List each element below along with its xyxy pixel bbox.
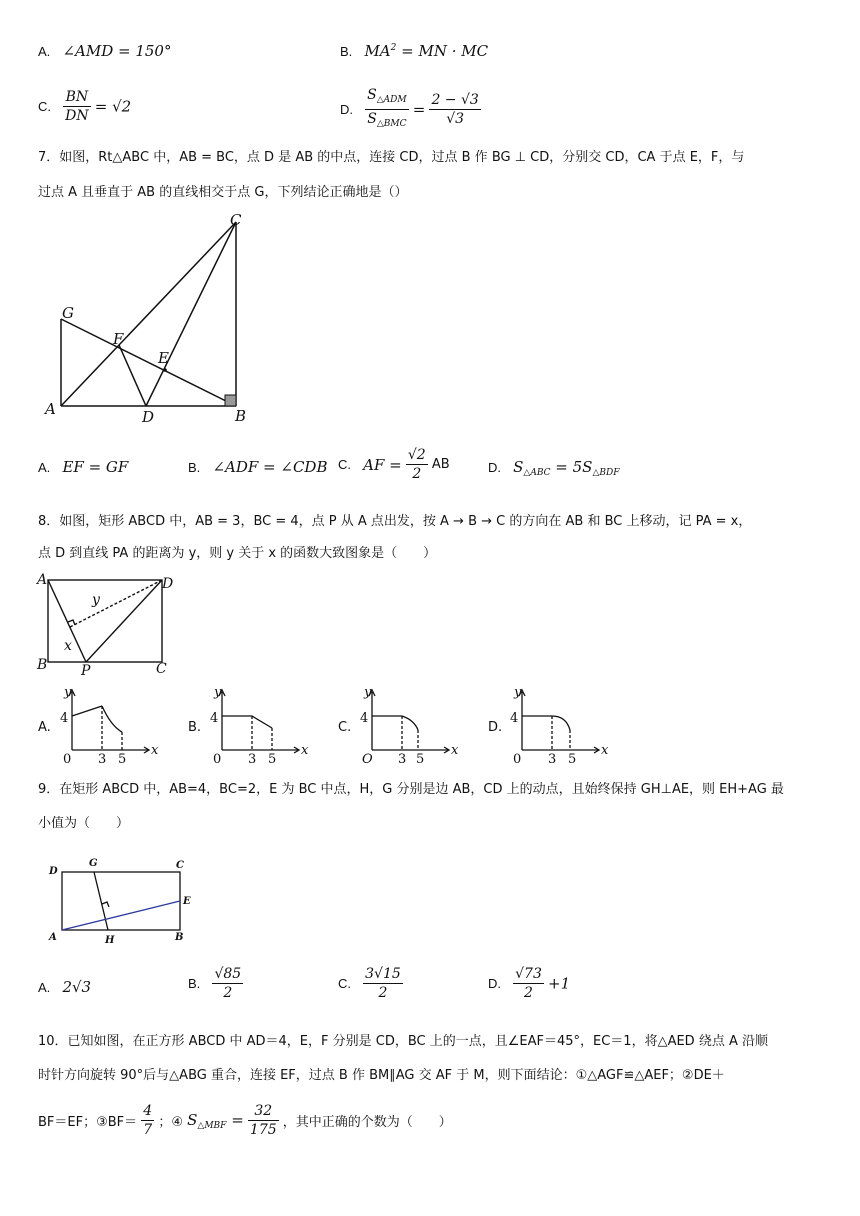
fraction-denominator: DN	[65, 108, 89, 124]
label-e: E	[158, 349, 169, 367]
label-c: C	[230, 211, 242, 229]
q6-option-c	[38, 88, 131, 125]
s-sub: △BMC	[376, 119, 407, 129]
q6-option-d	[340, 86, 481, 133]
label-4: 4	[360, 711, 369, 726]
fraction-denominator: 2	[412, 466, 422, 482]
q9-option-d	[488, 965, 570, 1002]
fraction-numerator: 3√15	[365, 966, 401, 982]
q8-graph-c	[356, 684, 476, 764]
option-letter: B.	[340, 44, 353, 59]
option-letter: A.	[38, 460, 51, 475]
label-3: 3	[248, 752, 257, 764]
s-sub: △ADM	[376, 95, 407, 105]
equals-sign: =	[412, 100, 426, 119]
option-letter: D.	[488, 460, 501, 475]
q9-text-line2: 小值为（ ）	[38, 816, 130, 831]
q8-graph-b	[206, 684, 326, 764]
q10-line3-part-a: BF＝EF；③BF＝	[38, 1115, 138, 1130]
option-lhs: AF =	[363, 455, 402, 474]
label-y: y	[364, 685, 372, 700]
label-x: x	[64, 638, 72, 654]
q8-option-b-letter: B.	[188, 720, 202, 735]
segment-ac	[61, 222, 236, 406]
q7-option-d	[488, 458, 619, 478]
option-rhs: +1	[548, 974, 571, 993]
q8-text-line1: 8．如图，矩形 ABCD 中，AB = 3，BC = 4，点 P 从 A 点出发，按 A → B → C 的方向在 AB 和 BC 上移动，记 PA = x，	[38, 514, 752, 529]
option-letter: A.	[38, 44, 51, 59]
label-0: 0	[513, 752, 522, 764]
option-letter: B.	[188, 460, 201, 475]
segment-ae	[62, 901, 180, 930]
fraction-denominator: 2	[378, 985, 388, 1001]
fraction-denominator: 7	[143, 1122, 153, 1138]
label-3: 3	[98, 752, 107, 764]
q7-option-a	[38, 458, 128, 476]
q7-option-c	[338, 446, 450, 483]
label-origin-o: O	[362, 752, 373, 764]
s-sub: △ABC	[523, 468, 551, 478]
graph-curve-falling	[102, 706, 122, 732]
option-letter: C.	[38, 99, 51, 114]
label-a: A	[49, 932, 57, 943]
segment-dc	[146, 222, 236, 406]
label-g: G	[89, 858, 98, 869]
label-x: x	[451, 743, 459, 758]
label-x: x	[301, 743, 309, 758]
option-rhs: = √2	[94, 97, 132, 116]
s-sub: △BDF	[592, 468, 620, 478]
label-a: A	[45, 400, 56, 418]
option-letter: C.	[338, 976, 351, 991]
label-4: 4	[210, 711, 219, 726]
fraction-numerator: BN	[63, 88, 90, 107]
q8-graph-a	[56, 684, 176, 764]
label-c: C	[156, 661, 167, 677]
q9-option-b	[188, 965, 243, 1002]
label-4: 4	[510, 711, 519, 726]
q8-option-a-letter: A.	[38, 720, 51, 735]
fraction-numerator: √2	[407, 447, 426, 463]
option-text: EF = GF	[62, 458, 129, 476]
option-letter: C.	[338, 457, 351, 472]
q8-option-d-letter: D.	[488, 720, 503, 735]
fraction-numerator: √73	[515, 966, 542, 982]
label-a: A	[37, 572, 48, 588]
label-d: D	[162, 576, 174, 592]
fraction-numerator: 2 − √3	[431, 92, 479, 108]
equals-sign: =	[226, 1110, 244, 1129]
rectangle-abcd	[62, 872, 180, 930]
right-angle-mark	[102, 902, 109, 907]
q10-line3-part-c: ，其中正确的个数为（ ）	[282, 1115, 452, 1130]
option-letter: D.	[488, 976, 501, 991]
label-p: P	[81, 663, 91, 677]
q10-text-line3	[38, 1102, 452, 1139]
label-5: 5	[268, 752, 277, 764]
fraction-denominator: 2	[524, 985, 533, 1001]
label-y: y	[214, 685, 222, 700]
q10-line3-part-b: ；④	[158, 1115, 183, 1130]
label-0: 0	[213, 752, 222, 764]
right-angle-mark	[225, 395, 236, 406]
label-f: F	[113, 330, 124, 348]
label-5: 5	[416, 752, 425, 764]
q8-text-line2: 点 D 到直线 PA 的距离为 y，则 y 关于 x 的函数大致图象是（ ）	[38, 546, 437, 561]
q6-option-a	[38, 42, 171, 60]
option-text: ∠ADF = ∠CDB	[212, 458, 328, 476]
option-lhs: MA	[364, 42, 391, 60]
label-0: 0	[63, 752, 72, 764]
label-4: 4	[60, 711, 69, 726]
s-main: S	[187, 1110, 198, 1129]
graph-curve-falling	[552, 716, 570, 730]
label-x: x	[151, 743, 159, 758]
fraction-denominator: √3	[446, 111, 465, 127]
label-y: y	[514, 685, 522, 700]
q9-option-c	[338, 965, 403, 1002]
fraction-denominator: 2	[223, 985, 233, 1001]
label-d: D	[49, 866, 58, 877]
label-g: G	[62, 304, 74, 322]
option-rhs: = MN · MC	[396, 42, 489, 60]
q6-option-b	[340, 42, 488, 60]
q8-graph-d	[506, 684, 626, 764]
q9-figure	[44, 854, 204, 949]
label-3: 3	[548, 752, 557, 764]
option-letter: B.	[188, 976, 201, 991]
graph-curve-falling	[402, 716, 418, 730]
label-3: 3	[398, 752, 407, 764]
q7-figure	[40, 208, 260, 433]
label-b: B	[37, 657, 48, 673]
s-main: S	[367, 111, 377, 127]
option-letter: D.	[340, 102, 353, 117]
s-main: S	[367, 87, 377, 103]
label-x: x	[601, 743, 609, 758]
graph-segment-rising	[72, 706, 102, 716]
s-sub: △MBF	[197, 1120, 227, 1131]
segment-dy	[70, 580, 162, 627]
option-letter: A.	[38, 980, 51, 995]
q8-option-c-letter: C.	[338, 720, 352, 735]
label-5: 5	[568, 752, 577, 764]
fraction-numerator: √85	[214, 966, 242, 982]
label-b: B	[175, 932, 184, 943]
q7-text-line2: 过点 A 且垂直于 AB 的直线相交于点 G，下列结论正确地是（）	[38, 185, 408, 200]
q10-text-line2: 时针方向旋转 90°后与△ABG 重合，连接 EF，过点 B 作 BM∥AG 交 AF 于 M，则下面结论：①△AGF≌△AEF；②DE＋	[38, 1068, 725, 1083]
fraction-numerator: 32	[248, 1102, 279, 1121]
graph-polyline	[222, 716, 272, 728]
label-c: C	[176, 860, 184, 871]
fraction-numerator: 4	[143, 1103, 153, 1119]
q10-text-line1: 10．已知如图，在正方形 ABCD 中 AD＝4，E，F 分别是 CD，BC 上的一点，且∠EAF＝45°，EC＝1，将△AED 绕点 A 沿顺	[38, 1034, 768, 1049]
point-e	[163, 368, 167, 372]
label-y: y	[92, 592, 100, 608]
label-y: y	[64, 685, 72, 700]
fraction-denominator: 175	[249, 1122, 277, 1138]
q9-text-line1: 9．在矩形 ABCD 中，AB=4，BC=2，E 为 BC 中点，H，G 分别是边 AB，CD 上的动点，且始终保持 GH⊥AE，则 EH+AG 最	[38, 782, 784, 797]
segment-gb	[61, 319, 236, 406]
q7-text-line1: 7．如图，Rt△ABC 中，AB = BC，点 D 是 AB 的中点，连接 CD，过点 B 作 BG ⊥ CD，分别交 CD，CA 于点 E，F，与	[38, 150, 745, 165]
q7-option-b	[188, 458, 327, 476]
option-rhs: AB	[431, 457, 450, 472]
label-d: D	[142, 408, 155, 426]
option-text: 2√3	[62, 978, 92, 996]
q8-figure	[36, 572, 186, 677]
label-e: E	[183, 896, 191, 907]
q9-option-a	[38, 978, 91, 996]
option-mid: = 5S	[550, 458, 593, 476]
label-5: 5	[118, 752, 127, 764]
label-h: H	[105, 935, 115, 946]
s-main: S	[513, 458, 524, 476]
label-b: B	[235, 407, 247, 425]
option-text: ∠AMD = 150°	[62, 42, 172, 60]
option-sup: 2	[390, 43, 397, 53]
